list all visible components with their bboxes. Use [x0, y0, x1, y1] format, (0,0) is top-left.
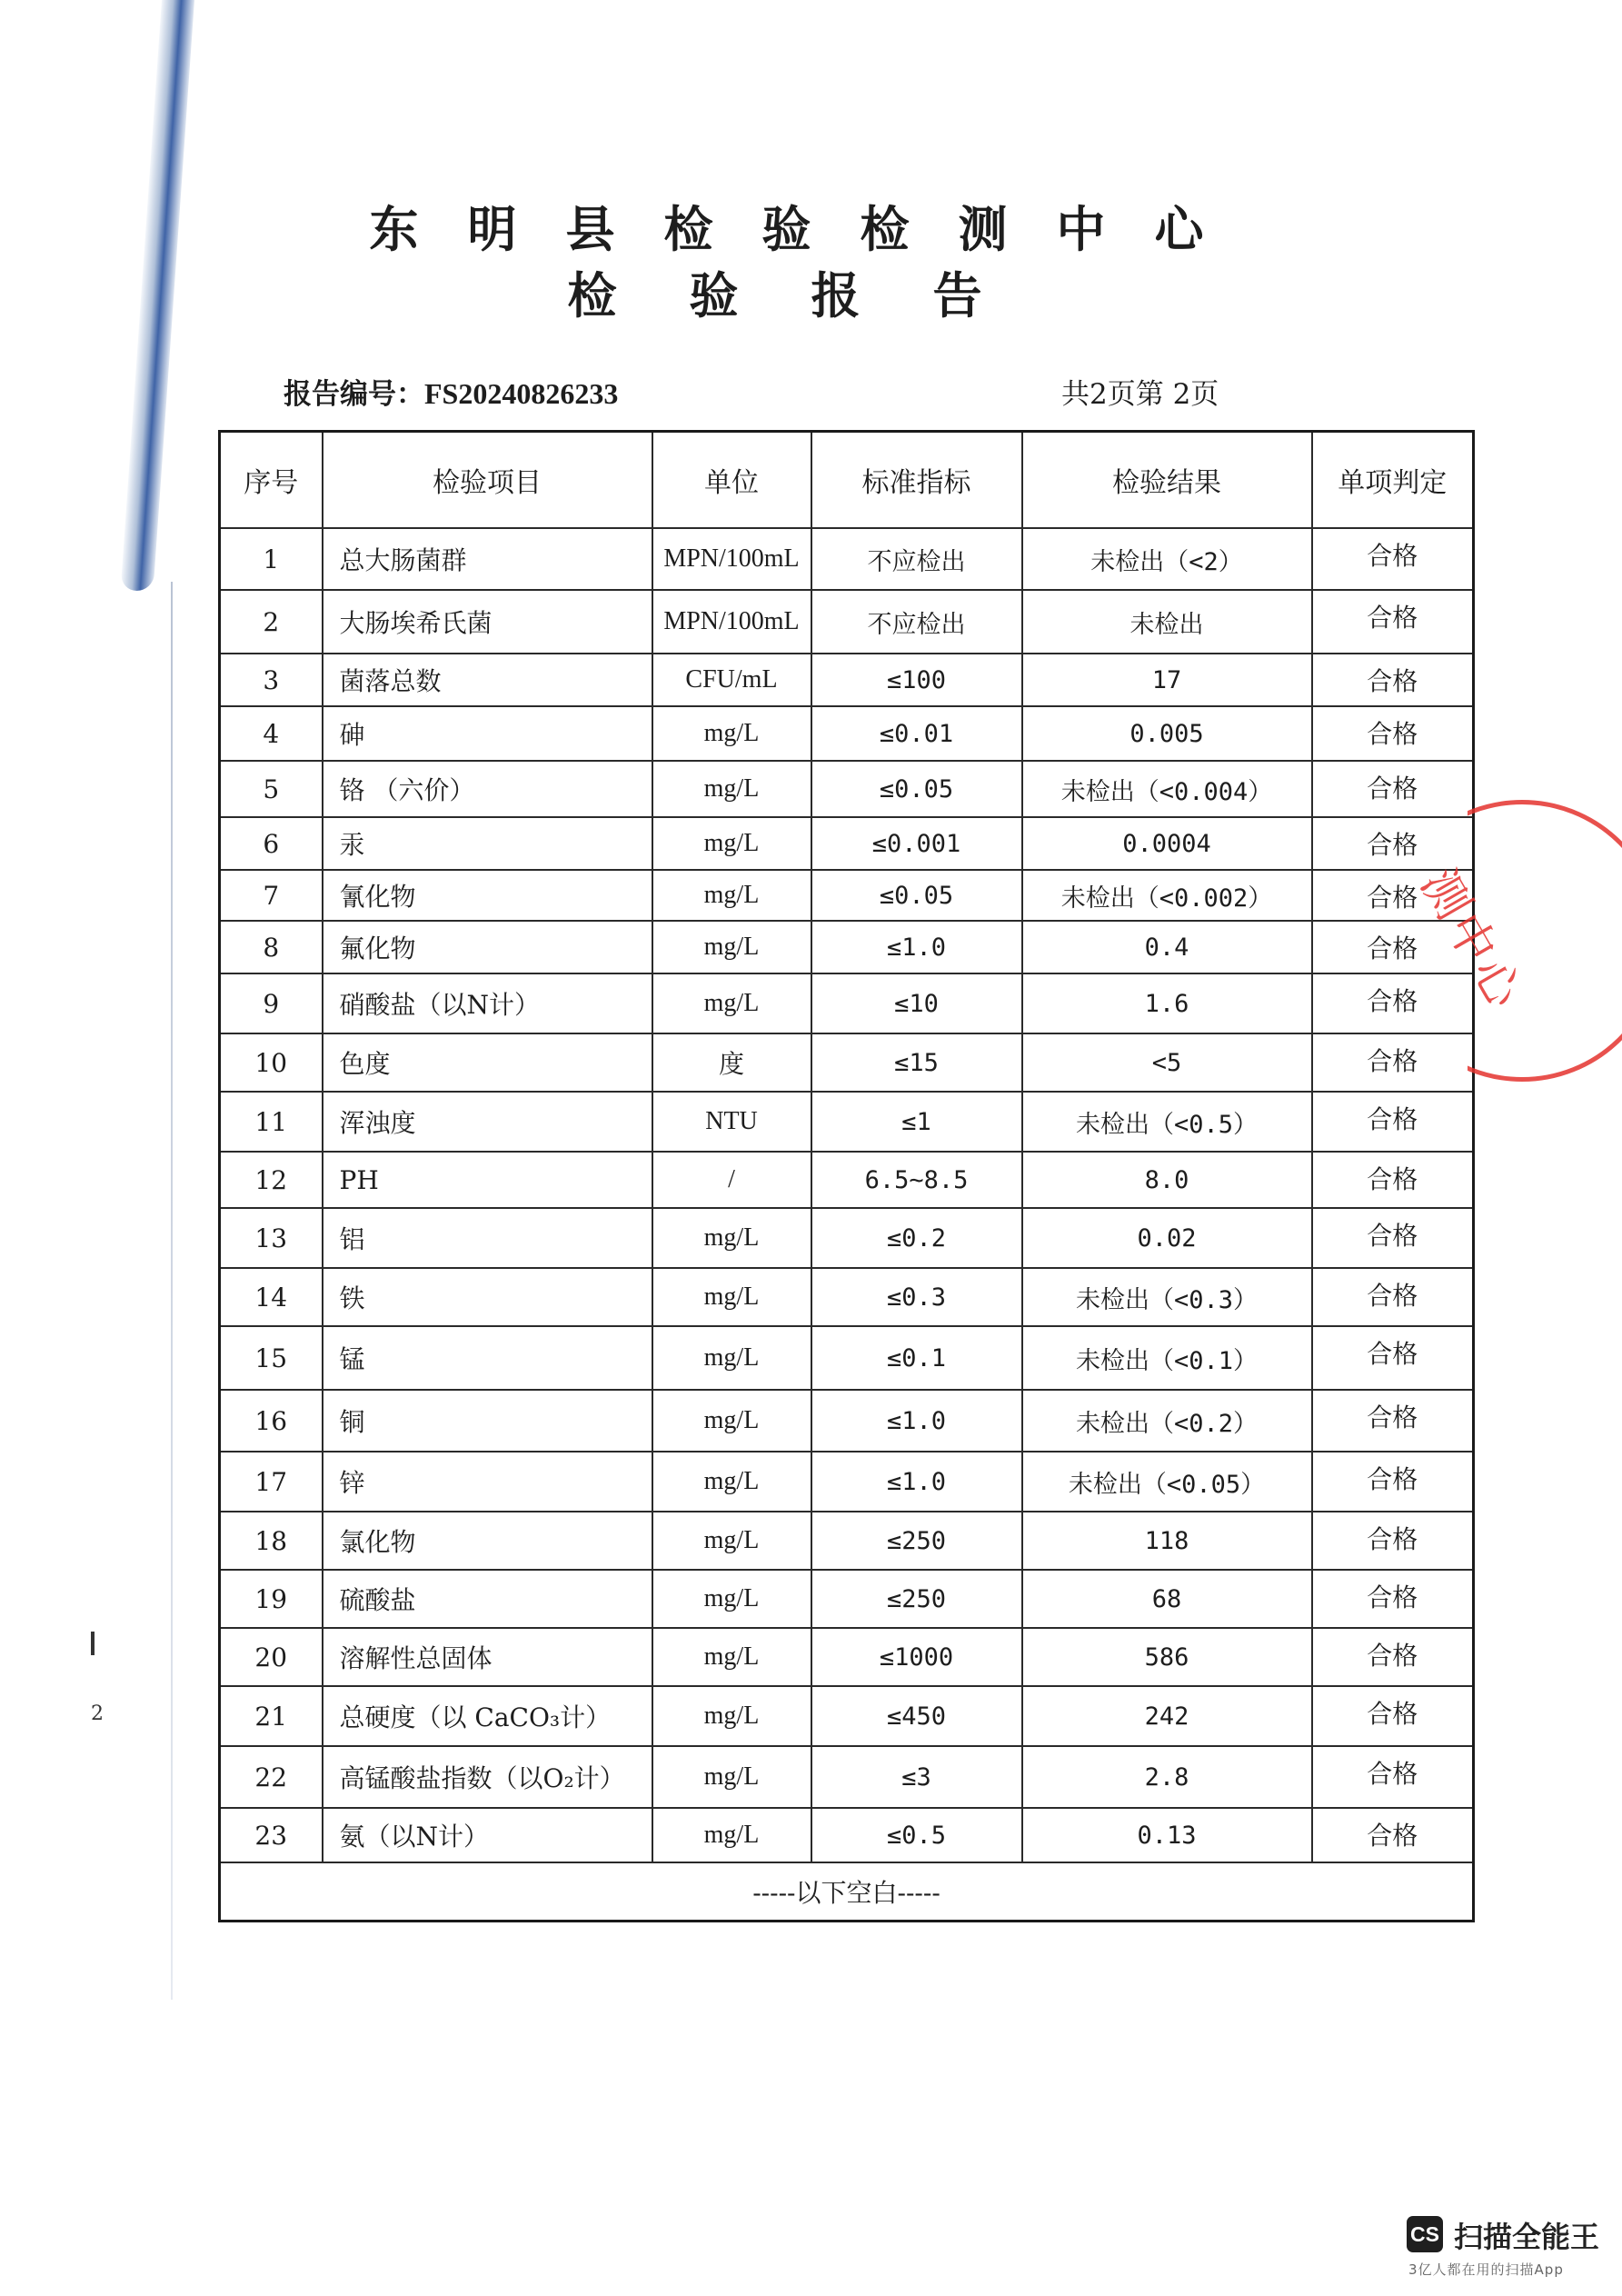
cell-no: 21	[220, 1686, 323, 1746]
cell-no: 10	[220, 1033, 323, 1092]
cell-unit: /	[652, 1152, 811, 1208]
cell-standard: ≤1.0	[811, 1390, 1022, 1452]
cell-result: 118	[1022, 1512, 1312, 1570]
cell-no: 18	[220, 1512, 323, 1570]
cell-unit: MPN/100mL	[652, 528, 811, 590]
cell-standard: 不应检出	[811, 528, 1022, 590]
cell-judgement: 合格	[1312, 1512, 1474, 1570]
cell-unit: NTU	[652, 1092, 811, 1152]
cell-no: 7	[220, 870, 323, 921]
table-row	[220, 1326, 1474, 1390]
blank-below-note: -----以下空白-----	[220, 1862, 1474, 1922]
table-row	[220, 1686, 1474, 1746]
page-edge-line	[171, 582, 173, 2000]
doc-title: 检验报告	[567, 266, 1055, 324]
cell-judgement: 合格	[1312, 817, 1474, 870]
table-row	[220, 1512, 1474, 1570]
cell-item: 汞	[323, 817, 652, 870]
cell-standard: ≤1	[811, 1092, 1022, 1152]
table-row	[220, 1808, 1474, 1862]
cell-result: 未检出（<0.004）	[1022, 761, 1312, 817]
cell-unit: mg/L	[652, 921, 811, 973]
cell-judgement: 合格	[1312, 870, 1474, 921]
table-row	[220, 1452, 1474, 1512]
cell-no: 11	[220, 1092, 323, 1152]
cell-judgement: 合格	[1312, 590, 1474, 654]
cell-result: 8.0	[1022, 1152, 1312, 1208]
table-footer-row	[220, 1862, 1474, 1922]
col-header-result: 检验结果	[1022, 432, 1312, 529]
cell-standard: ≤450	[811, 1686, 1022, 1746]
cell-judgement: 合格	[1312, 1390, 1474, 1452]
cell-judgement: 合格	[1312, 1092, 1474, 1152]
camscanner-logo-icon: CS	[1407, 2216, 1443, 2252]
cell-standard: ≤250	[811, 1512, 1022, 1570]
cell-unit: mg/L	[652, 973, 811, 1033]
cell-unit: mg/L	[652, 1746, 811, 1808]
cell-result: 未检出（<0.2）	[1022, 1390, 1312, 1452]
report-number-value: FS20240826233	[424, 377, 619, 410]
results-table	[218, 430, 1475, 1922]
cell-standard: ≤0.05	[811, 870, 1022, 921]
cell-no: 20	[220, 1628, 323, 1686]
table-row	[220, 590, 1474, 654]
cell-item: 浑浊度	[323, 1092, 652, 1152]
cell-standard: ≤250	[811, 1570, 1022, 1628]
cell-unit: mg/L	[652, 1326, 811, 1390]
cell-no: 2	[220, 590, 323, 654]
cell-no: 22	[220, 1746, 323, 1808]
cell-standard: ≤0.5	[811, 1808, 1022, 1862]
cell-result: 0.005	[1022, 706, 1312, 761]
cell-unit: CFU/mL	[652, 654, 811, 706]
cell-result: <5	[1022, 1033, 1312, 1092]
cell-standard: ≤0.05	[811, 761, 1022, 817]
cell-judgement: 合格	[1312, 1268, 1474, 1326]
cell-no: 5	[220, 761, 323, 817]
cell-unit: mg/L	[652, 706, 811, 761]
cell-no: 3	[220, 654, 323, 706]
cell-item: 氨（以N计）	[323, 1808, 652, 1862]
cell-unit: mg/L	[652, 1208, 811, 1268]
table-row	[220, 870, 1474, 921]
cell-unit: mg/L	[652, 1268, 811, 1326]
cell-judgement: 合格	[1312, 1746, 1474, 1808]
cell-result: 未检出（<0.3）	[1022, 1268, 1312, 1326]
cell-judgement: 合格	[1312, 1208, 1474, 1268]
cell-standard: ≤1.0	[811, 921, 1022, 973]
cell-unit: mg/L	[652, 1808, 811, 1862]
cell-result: 0.13	[1022, 1808, 1312, 1862]
table-row	[220, 1152, 1474, 1208]
cell-item: 总硬度（以 CaCO₃计）	[323, 1686, 652, 1746]
watermark-app-name: 扫描全能王	[1454, 2220, 1600, 2254]
cell-result: 242	[1022, 1686, 1312, 1746]
table-header-row	[220, 432, 1474, 529]
cell-result: 0.0004	[1022, 817, 1312, 870]
cell-judgement: 合格	[1312, 1628, 1474, 1686]
cell-item: 锰	[323, 1326, 652, 1390]
cell-no: 15	[220, 1326, 323, 1390]
cell-standard: ≤0.001	[811, 817, 1022, 870]
table-row	[220, 1033, 1474, 1092]
cell-item: PH	[323, 1152, 652, 1208]
watermark-tagline: 3亿人都在用的扫描App	[1408, 2261, 1564, 2278]
cell-result: 68	[1022, 1570, 1312, 1628]
cell-item: 铜	[323, 1390, 652, 1452]
report-number-label: 报告编号：	[284, 378, 424, 411]
cell-standard: ≤0.01	[811, 706, 1022, 761]
cell-judgement: 合格	[1312, 761, 1474, 817]
cell-item: 总大肠菌群	[323, 528, 652, 590]
cell-no: 4	[220, 706, 323, 761]
cell-judgement: 合格	[1312, 1326, 1474, 1390]
cell-result: 未检出（<0.5）	[1022, 1092, 1312, 1152]
table-row	[220, 706, 1474, 761]
table-row	[220, 1570, 1474, 1628]
cell-unit: mg/L	[652, 1452, 811, 1512]
cell-no: 16	[220, 1390, 323, 1452]
cell-standard: ≤100	[811, 654, 1022, 706]
cell-no: 17	[220, 1452, 323, 1512]
cell-result: 0.02	[1022, 1208, 1312, 1268]
edge-mark	[91, 1632, 95, 1655]
table-row	[220, 654, 1474, 706]
cell-unit: mg/L	[652, 870, 811, 921]
cell-item: 铬 （六价）	[323, 761, 652, 817]
cell-item: 色度	[323, 1033, 652, 1092]
cell-unit: mg/L	[652, 1628, 811, 1686]
cell-item: 铁	[323, 1268, 652, 1326]
col-header-unit: 单位	[652, 432, 811, 529]
cell-result: 2.8	[1022, 1746, 1312, 1808]
table-row	[220, 528, 1474, 590]
cell-item: 菌落总数	[323, 654, 652, 706]
cell-no: 9	[220, 973, 323, 1033]
cell-judgement: 合格	[1312, 1152, 1474, 1208]
col-header-judgement: 单项判定	[1312, 432, 1474, 529]
table-row	[220, 1092, 1474, 1152]
cell-standard: ≤0.2	[811, 1208, 1022, 1268]
cell-judgement: 合格	[1312, 973, 1474, 1033]
seal-text: 测中心	[1409, 860, 1534, 1021]
cell-result: 未检出（<0.05）	[1022, 1452, 1312, 1512]
table-row	[220, 817, 1474, 870]
cell-judgement: 合格	[1312, 921, 1474, 973]
cell-standard: ≤3	[811, 1746, 1022, 1808]
cell-result: 未检出（<2）	[1022, 528, 1312, 590]
cell-judgement: 合格	[1312, 528, 1474, 590]
table-row	[220, 1628, 1474, 1686]
cell-unit: mg/L	[652, 761, 811, 817]
cell-item: 砷	[323, 706, 652, 761]
edge-mark-text: 2	[91, 1702, 104, 1725]
cell-item: 硫酸盐	[323, 1570, 652, 1628]
cell-item: 氯化物	[323, 1512, 652, 1570]
table-row	[220, 921, 1474, 973]
cell-item: 氟化物	[323, 921, 652, 973]
table-row	[220, 973, 1474, 1033]
cell-item: 锌	[323, 1452, 652, 1512]
cell-standard: ≤10	[811, 973, 1022, 1033]
cell-judgement: 合格	[1312, 654, 1474, 706]
cell-standard: ≤0.3	[811, 1268, 1022, 1326]
cell-unit: MPN/100mL	[652, 590, 811, 654]
cell-unit: mg/L	[652, 1686, 811, 1746]
cell-no: 12	[220, 1152, 323, 1208]
cell-judgement: 合格	[1312, 1452, 1474, 1512]
col-header-no: 序号	[220, 432, 323, 529]
table-row	[220, 1390, 1474, 1452]
cell-item: 硝酸盐（以N计）	[323, 973, 652, 1033]
cell-item: 高锰酸盐指数（以O₂计）	[323, 1746, 652, 1808]
cell-result: 未检出（<0.002）	[1022, 870, 1312, 921]
cell-no: 23	[220, 1808, 323, 1862]
cell-unit: mg/L	[652, 1390, 811, 1452]
cell-standard: ≤1000	[811, 1628, 1022, 1686]
col-header-item: 检验项目	[323, 432, 652, 529]
cell-unit: mg/L	[652, 1570, 811, 1628]
cell-result: 未检出（<0.1）	[1022, 1326, 1312, 1390]
cell-item: 溶解性总固体	[323, 1628, 652, 1686]
cell-judgement: 合格	[1312, 1033, 1474, 1092]
cell-unit: 度	[652, 1033, 811, 1092]
cell-no: 19	[220, 1570, 323, 1628]
table-row	[220, 1746, 1474, 1808]
col-header-standard: 标准指标	[811, 432, 1022, 529]
cell-item: 氰化物	[323, 870, 652, 921]
cell-standard: ≤1.0	[811, 1452, 1022, 1512]
cell-standard: 不应检出	[811, 590, 1022, 654]
cell-result: 0.4	[1022, 921, 1312, 973]
cell-unit: mg/L	[652, 817, 811, 870]
table-row	[220, 1208, 1474, 1268]
cell-no: 13	[220, 1208, 323, 1268]
table-row	[220, 1268, 1474, 1326]
cell-no: 1	[220, 528, 323, 590]
org-title: 东明县检验检测中心	[369, 200, 1253, 258]
cell-standard: 6.5~8.5	[811, 1152, 1022, 1208]
cell-result: 未检出	[1022, 590, 1312, 654]
page-count: 共2页第 2页	[1061, 378, 1219, 411]
cell-item: 大肠埃希氏菌	[323, 590, 652, 654]
cell-unit: mg/L	[652, 1512, 811, 1570]
cell-no: 8	[220, 921, 323, 973]
cell-no: 14	[220, 1268, 323, 1326]
cell-judgement: 合格	[1312, 1570, 1474, 1628]
cell-result: 1.6	[1022, 973, 1312, 1033]
cell-judgement: 合格	[1312, 1686, 1474, 1746]
cell-result: 586	[1022, 1628, 1312, 1686]
cell-no: 6	[220, 817, 323, 870]
table-row	[220, 761, 1474, 817]
cell-judgement: 合格	[1312, 1808, 1474, 1862]
cell-judgement: 合格	[1312, 706, 1474, 761]
cell-result: 17	[1022, 654, 1312, 706]
cell-standard: ≤15	[811, 1033, 1022, 1092]
report-number	[284, 371, 618, 412]
cell-standard: ≤0.1	[811, 1326, 1022, 1390]
cell-item: 铝	[323, 1208, 652, 1268]
